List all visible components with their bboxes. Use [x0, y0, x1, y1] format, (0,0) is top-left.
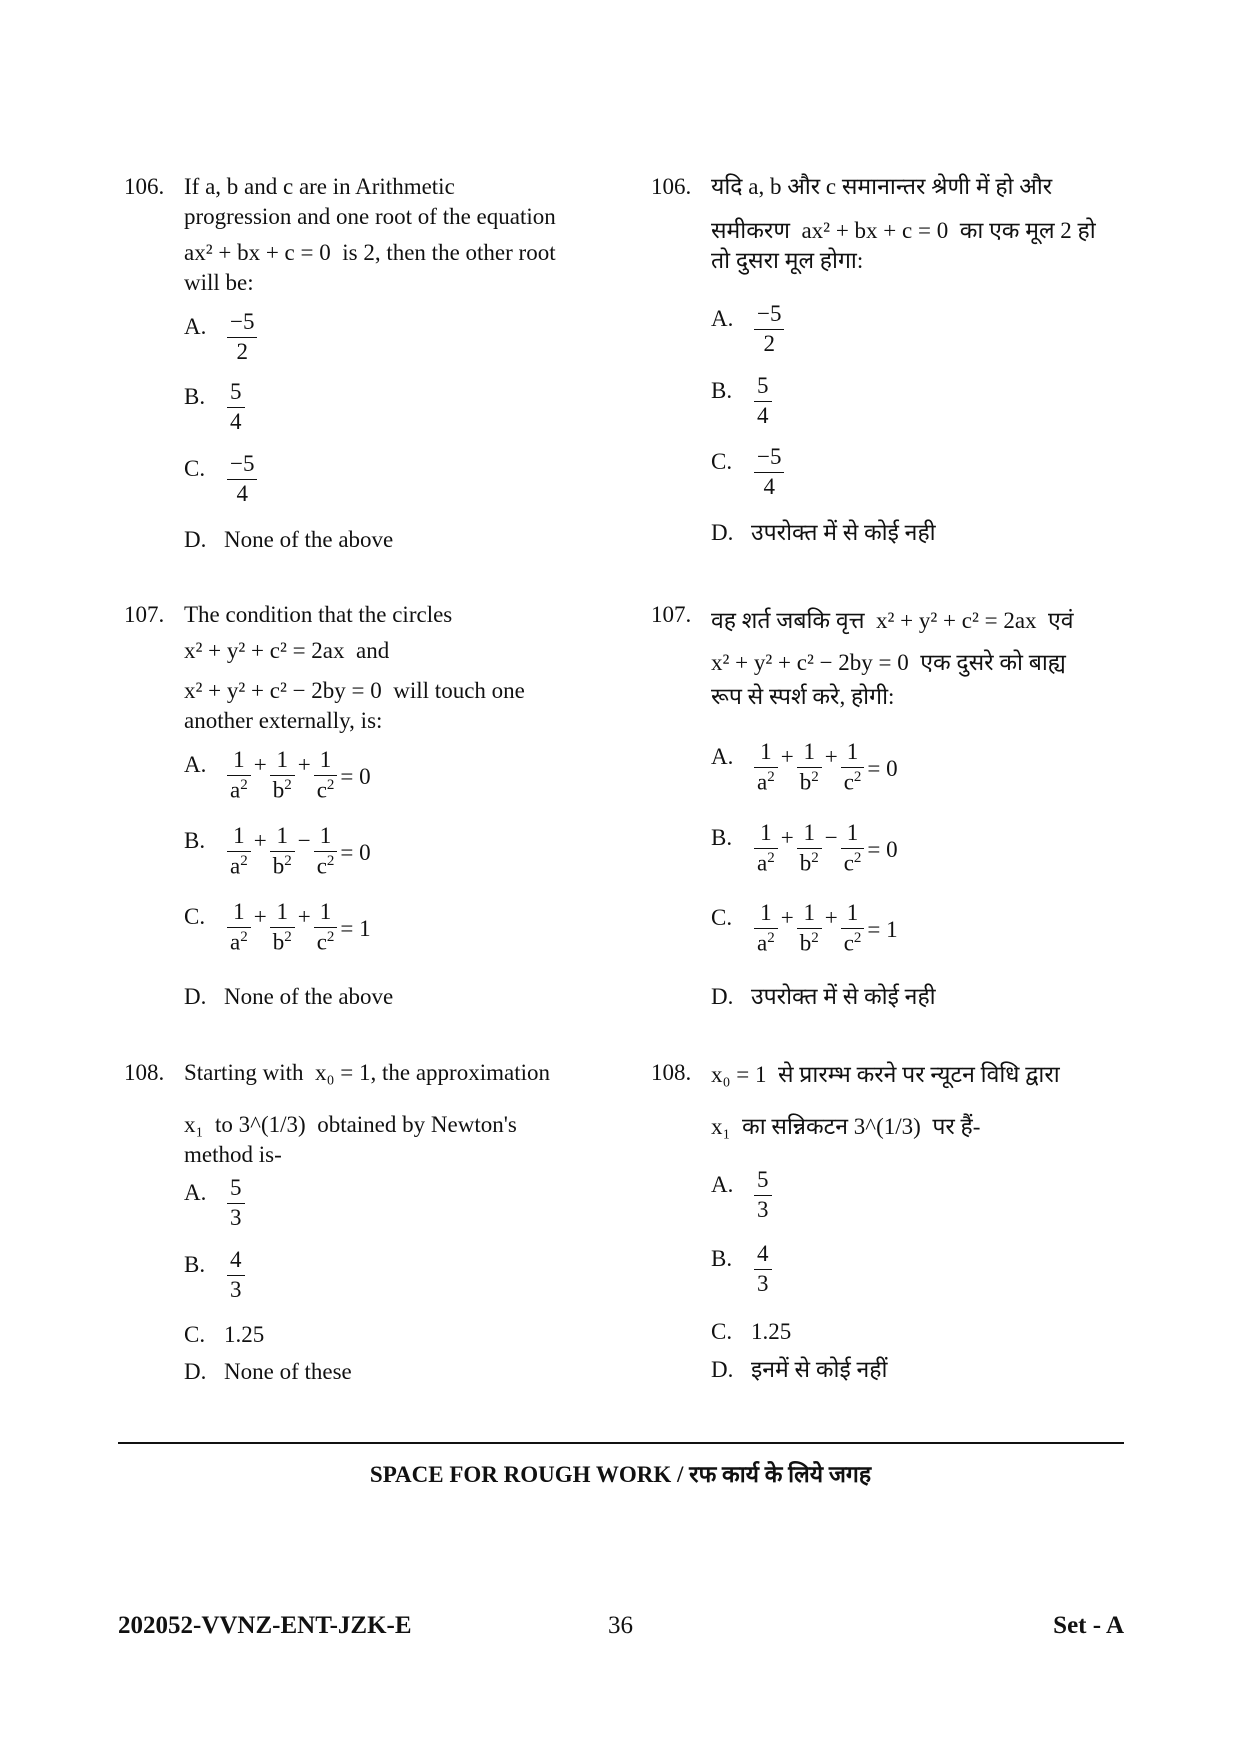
- option-d[interactable]: D. None of the above: [184, 984, 394, 1009]
- circle-equation-1: x² + y² + c² = 2ax: [184, 637, 345, 663]
- option-a[interactable]: A. $\frac{-5}{2}$: [711, 304, 787, 359]
- question-text: x₀ = 1 से प्रारम्भ करने पर न्यूटन विधि द्वारा x₁ का सन्निकटन 3^(1/3) पर हैं-: [711, 1062, 1060, 1139]
- divider-line: [118, 1442, 1124, 1444]
- fraction: $\frac{-5}{4}$: [754, 443, 784, 502]
- question-text: If a, b and c are in Arithmetic progression and one root of the equation ax² + bx + c = 0 is 2, then the other root will be:: [184, 174, 556, 295]
- question-text: Starting with x₀ = 1, the approximation x₁ to 3^(1/3) obtained by Newton's method is-: [184, 1060, 550, 1167]
- option-c[interactable]: C. 1.25: [711, 1319, 792, 1344]
- equation: ax² + bx + c = 0: [801, 217, 949, 243]
- fraction: $\frac{5}{4}$: [227, 378, 245, 437]
- question-text: The condition that the circles x² + y² + c² = 2ax and x² + y² + c² − 2by = 0 will touch one another externally, is:: [184, 602, 525, 733]
- option-a[interactable]: A. $\frac{1}{a^2}$ + $\frac{1}{b^2}$ + $\frac{1}{c^2}$ = 0: [184, 747, 371, 803]
- equation: ax² + bx + c = 0: [184, 239, 331, 265]
- option-d[interactable]: D. None of the above: [184, 527, 394, 552]
- cube-root-expression: 3^(1/3): [238, 1111, 306, 1137]
- question-number: 108.: [124, 1060, 165, 1085]
- option-c[interactable]: C. $\frac{-5}{4}$: [711, 447, 787, 502]
- option-a[interactable]: A. $\frac{1}{a^2}$ + $\frac{1}{b^2}$ + $\frac{1}{c^2}$ = 0: [711, 739, 898, 795]
- option-c[interactable]: C. $\frac{1}{a^2}$ + $\frac{1}{b^2}$ + $\frac{1}{c^2}$ = 1: [184, 899, 371, 955]
- cube-root-expression: 3^(1/3): [853, 1113, 921, 1139]
- option-a[interactable]: A. $\frac{-5}{2}$: [184, 312, 260, 367]
- fraction: $\frac{5}{3}$: [754, 1166, 772, 1225]
- question-text: वह शर्त जबकि वृत्त x² + y² + c² = 2ax एवं x² + y² + c² − 2by = 0 एक दुसरे को बाह्य रूप से स्पर्श करे, होगी:: [711, 608, 1074, 709]
- option-d[interactable]: D. None of these: [184, 1359, 352, 1384]
- option-d[interactable]: D. उपरोक्त में से कोई नही: [711, 984, 936, 1009]
- question-number: 106.: [651, 174, 692, 199]
- question-text: यदि a, b और c समानान्तर श्रेणी में हो और समीकरण ax² + bx + c = 0 का एक मूल 2 हो तो दुसरा मूल होगा:: [711, 174, 1096, 273]
- question-number: 108.: [651, 1060, 692, 1085]
- question-number: 107.: [124, 602, 165, 627]
- option-c[interactable]: C. $\frac{-5}{4}$: [184, 454, 260, 509]
- option-a[interactable]: A. $\frac{5}{3}$: [184, 1178, 248, 1233]
- option-d[interactable]: D. उपरोक्त में से कोई नही: [711, 520, 936, 545]
- rough-work-heading: SPACE FOR ROUGH WORK / रफ कार्य के लिये जगह: [369, 1462, 872, 1487]
- option-c[interactable]: C. 1.25: [184, 1322, 265, 1347]
- option-b[interactable]: B. $\frac{4}{3}$: [184, 1250, 248, 1305]
- fraction: $\frac{4}{3}$: [227, 1246, 245, 1305]
- option-b[interactable]: B. $\frac{4}{3}$: [711, 1244, 775, 1299]
- question-number: 107.: [651, 602, 692, 627]
- option-c[interactable]: C. $\frac{1}{a^2}$ + $\frac{1}{b^2}$ + $\frac{1}{c^2}$ = 1: [711, 900, 898, 956]
- circle-equation-1: x² + y² + c² = 2ax: [876, 608, 1037, 633]
- circle-equation-2: x² + y² + c² − 2by = 0: [184, 677, 382, 703]
- option-b[interactable]: B. $\frac{5}{4}$: [711, 376, 775, 431]
- page-number: 36: [608, 1612, 633, 1639]
- fraction: $\frac{5}{3}$: [227, 1174, 245, 1233]
- circle-equation-2: x² + y² + c² − 2by = 0: [711, 649, 909, 675]
- paper-code: 202052-VVNZ-ENT-JZK-E: [118, 1612, 412, 1639]
- option-a[interactable]: A. $\frac{5}{3}$: [711, 1170, 775, 1225]
- option-d[interactable]: D. इनमें से कोई नहीं: [711, 1357, 888, 1382]
- question-number: 106.: [124, 174, 165, 199]
- fraction: $\frac{5}{4}$: [754, 372, 772, 431]
- fraction: $\frac{-5}{2}$: [754, 300, 784, 359]
- fraction: $\frac{4}{3}$: [754, 1240, 772, 1299]
- option-b[interactable]: B. $\frac{5}{4}$: [184, 382, 248, 437]
- fraction: $\frac{-5}{2}$: [227, 308, 257, 367]
- option-b[interactable]: B. $\frac{1}{a^2}$ + $\frac{1}{b^2}$ − $\frac{1}{c^2}$ = 0: [184, 823, 371, 879]
- fraction: $\frac{-5}{4}$: [227, 450, 257, 509]
- option-b[interactable]: B. $\frac{1}{a^2}$ + $\frac{1}{b^2}$ − $\frac{1}{c^2}$ = 0: [711, 820, 898, 876]
- set-label: Set - A: [1053, 1612, 1124, 1639]
